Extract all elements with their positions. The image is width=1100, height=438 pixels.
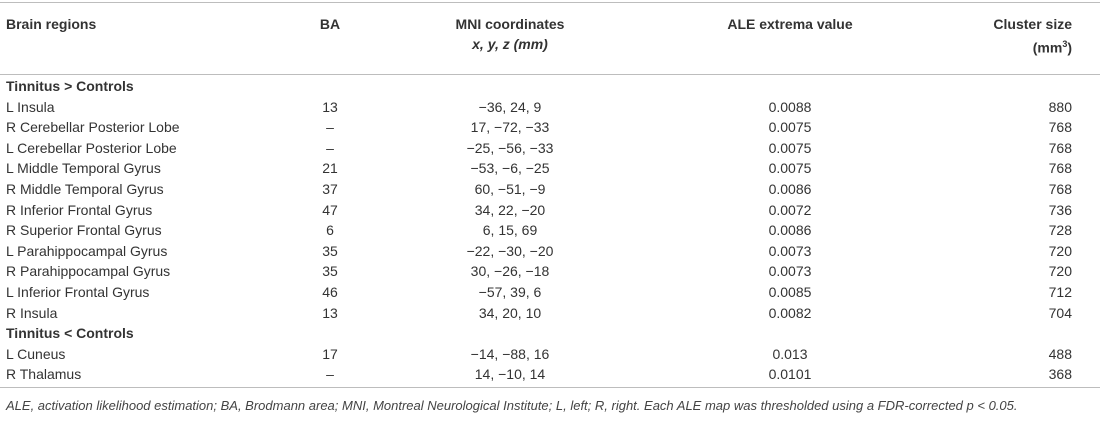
cell-region: R Middle Temporal Gyrus bbox=[6, 181, 164, 197]
cell-ale: 0.0086 bbox=[768, 181, 812, 197]
cell-mni: 6, 15, 69 bbox=[482, 222, 538, 239]
cell-ale: 0.0073 bbox=[768, 263, 812, 280]
cell-region: R Parahippocampal Gyrus bbox=[6, 263, 171, 280]
cell-ba: 46 bbox=[322, 284, 338, 300]
cell-ba: – bbox=[326, 366, 334, 383]
header-size bbox=[952, 14, 1072, 58]
cell-mni: −53, −6, −25 bbox=[470, 160, 550, 177]
bottom-rule bbox=[0, 387, 1100, 388]
cell-ale: 0.0075 bbox=[768, 160, 812, 177]
header-rule bbox=[0, 74, 1100, 75]
table-row bbox=[0, 138, 1100, 158]
table-row bbox=[0, 241, 1100, 261]
cell-mni: 30, −26, −18 bbox=[470, 263, 550, 280]
cell-region: L Parahippocampal Gyrus bbox=[6, 242, 168, 259]
cell-ale: 0.0085 bbox=[768, 284, 812, 300]
cell-ba: 17 bbox=[322, 345, 338, 362]
cell-ale: 0.0088 bbox=[768, 98, 812, 115]
cell-ba: – bbox=[326, 119, 334, 136]
cell-ba: 21 bbox=[322, 160, 338, 177]
table-row bbox=[0, 117, 1100, 137]
cell-ba: 13 bbox=[322, 98, 338, 115]
cell-region: L Cerebellar Posterior Lobe bbox=[6, 139, 177, 156]
table-row bbox=[0, 200, 1100, 220]
table-header bbox=[0, 14, 1100, 74]
cell-size: 880 bbox=[1048, 98, 1072, 115]
top-rule bbox=[0, 2, 1100, 3]
table-footnote: ALE, activation likelihood estimation; BA, Brodmann area; MNI, Montreal Neurological Institute; L, left; R, right. Each ALE map was thresholded using a FDR-corrected p < 0.05. bbox=[6, 398, 1018, 413]
header-size-unit-open: (mm bbox=[1032, 39, 1063, 56]
cell-ba: 37 bbox=[322, 181, 338, 197]
section-header bbox=[0, 323, 1100, 343]
cell-mni: −36, 24, 9 bbox=[478, 98, 542, 115]
cell-size: 368 bbox=[1048, 366, 1072, 383]
cell-size: 720 bbox=[1048, 263, 1072, 280]
table-row bbox=[0, 364, 1100, 384]
header-size-unit-close: ) bbox=[1067, 39, 1072, 56]
cell-mni: −22, −30, −20 bbox=[466, 242, 554, 259]
table-row bbox=[0, 97, 1100, 117]
header-region: Brain regions bbox=[6, 16, 97, 32]
cell-size: 712 bbox=[1048, 284, 1072, 300]
cell-mni: 17, −72, −33 bbox=[470, 119, 550, 136]
cell-mni: 34, 20, 10 bbox=[478, 304, 542, 321]
cell-ba: 13 bbox=[322, 304, 338, 321]
cell-mni: −57, 39, 6 bbox=[478, 284, 542, 300]
cell-size: 488 bbox=[1048, 345, 1072, 362]
cell-size: 728 bbox=[1048, 222, 1072, 239]
cell-region: L Cuneus bbox=[6, 345, 66, 362]
table-row bbox=[0, 303, 1100, 323]
cell-region: R Thalamus bbox=[6, 366, 82, 383]
cell-ale: 0.0075 bbox=[768, 119, 812, 136]
cell-region: L Insula bbox=[6, 98, 55, 115]
table-row bbox=[0, 220, 1100, 240]
cell-region: L Inferior Frontal Gyrus bbox=[6, 284, 150, 300]
cell-ba: 35 bbox=[322, 242, 338, 259]
cell-ba: 6 bbox=[326, 222, 334, 239]
cell-mni: −25, −56, −33 bbox=[466, 139, 554, 156]
cell-ale: 0.0072 bbox=[768, 201, 812, 218]
cell-mni: 60, −51, −9 bbox=[474, 181, 546, 197]
section-title: Tinnitus < Controls bbox=[6, 325, 134, 342]
cell-ale: 0.0075 bbox=[768, 139, 812, 156]
section-header bbox=[0, 76, 1100, 96]
cell-ba: 47 bbox=[322, 201, 338, 218]
cell-ale: 0.0086 bbox=[768, 222, 812, 239]
header-size-unit bbox=[952, 34, 1072, 58]
cell-ale: 0.0082 bbox=[768, 304, 812, 321]
header-size-label: Cluster size bbox=[993, 16, 1072, 32]
cell-region: R Inferior Frontal Gyrus bbox=[6, 201, 153, 218]
header-mni-label: MNI coordinates bbox=[455, 16, 565, 32]
table-row bbox=[0, 158, 1100, 178]
table-row bbox=[0, 282, 1100, 302]
header-mni-sub: x, y, z (mm) bbox=[472, 36, 548, 52]
cell-size: 768 bbox=[1048, 160, 1072, 177]
header-size-unit-sup: 3 bbox=[1062, 39, 1068, 49]
cell-region: L Middle Temporal Gyrus bbox=[6, 160, 161, 177]
cell-size: 704 bbox=[1048, 304, 1072, 321]
cell-region: R Superior Frontal Gyrus bbox=[6, 222, 162, 239]
header-mni bbox=[410, 14, 610, 54]
cell-region: R Cerebellar Posterior Lobe bbox=[6, 119, 180, 136]
cell-size: 736 bbox=[1048, 201, 1072, 218]
cell-size: 768 bbox=[1048, 119, 1072, 136]
cell-size: 768 bbox=[1048, 139, 1072, 156]
cell-ale: 0.013 bbox=[772, 345, 808, 362]
cell-size: 768 bbox=[1048, 181, 1072, 197]
cell-ba: – bbox=[326, 139, 334, 156]
cell-ale: 0.0073 bbox=[768, 242, 812, 259]
cell-mni: 14, −10, 14 bbox=[474, 366, 546, 383]
section-title: Tinnitus > Controls bbox=[6, 78, 134, 94]
cell-ba: 35 bbox=[322, 263, 338, 280]
header-ba: BA bbox=[319, 16, 341, 32]
cell-mni: −14, −88, 16 bbox=[470, 345, 550, 362]
cell-size: 720 bbox=[1048, 242, 1072, 259]
table-row bbox=[0, 344, 1100, 364]
table-row bbox=[0, 261, 1100, 281]
header-ale: ALE extrema value bbox=[727, 16, 853, 32]
cell-mni: 34, 22, −20 bbox=[474, 201, 546, 218]
cell-region: R Insula bbox=[6, 304, 58, 321]
table-row bbox=[0, 179, 1100, 199]
cell-ale: 0.0101 bbox=[768, 366, 812, 383]
